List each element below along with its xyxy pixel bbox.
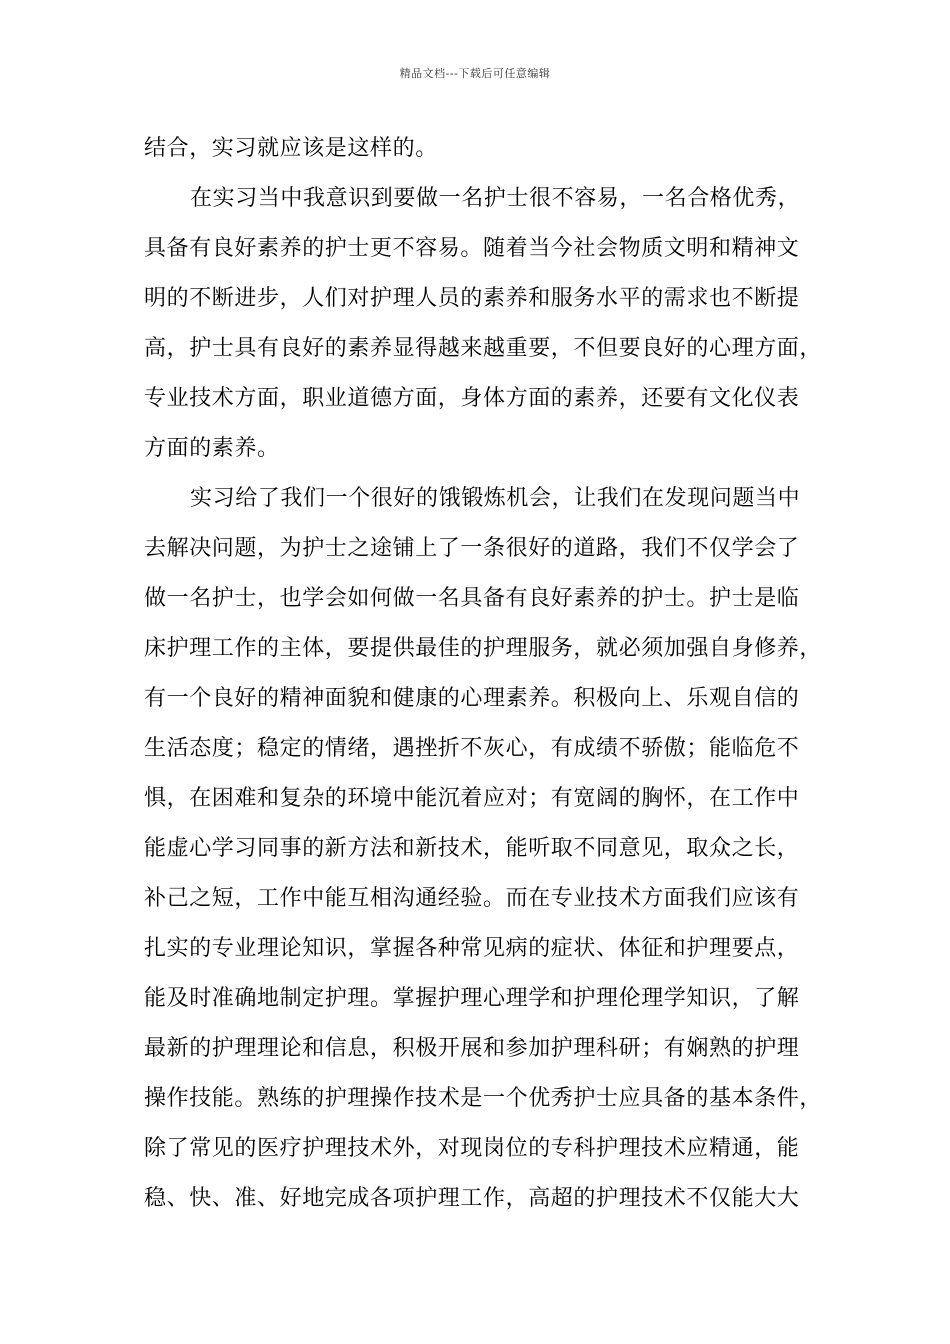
paragraph-start-line: 实习给了我们一个很好的饿锻炼机会，让我们在发现问题当中 xyxy=(190,486,801,511)
text-line: 能虚心学习同事的新方法和新技术，能听取不同意见，取众之长， xyxy=(144,836,800,861)
text-line: 去解决问题，为护士之途铺上了一条很好的道路，我们不仅学会了 xyxy=(144,536,800,561)
text-line: 高，护士具有良好的素养显得越来越重要，不但要良好的心理方面， xyxy=(144,336,823,361)
page-header: 精品文档---下载后可任意编辑 xyxy=(399,67,551,80)
text-line: 床护理工作的主体，要提供最佳的护理服务，就必须加强自身修养， xyxy=(144,636,823,661)
text-line: 明的不断进步，人们对护理人员的素养和服务水平的需求也不断提 xyxy=(144,286,800,311)
text-line: 稳、快、准、好地完成各项护理工作，高超的护理技术不仅能大大 xyxy=(144,1186,800,1211)
text-line: 补己之短，工作中能互相沟通经验。而在专业技术方面我们应该有 xyxy=(144,886,800,911)
text-line: 具备有良好素养的护士更不容易。随着当今社会物质文明和精神文 xyxy=(144,236,800,261)
text-line: 专业技术方面，职业道德方面，身体方面的素养，还要有文化仪表 xyxy=(144,386,800,411)
document-body xyxy=(144,124,823,1224)
text-line: 做一名护士，也学会如何做一名具备有良好素养的护士。护士是临 xyxy=(144,586,800,611)
paragraph-start-line: 在实习当中我意识到要做一名护士很不容易，一名合格优秀， xyxy=(190,186,801,211)
text-line: 能及时准确地制定护理。掌握护理心理学和护理伦理学知识，了解 xyxy=(144,986,800,1011)
text-line: 除了常见的医疗护理技术外，对现岗位的专科护理技术应精通，能 xyxy=(144,1136,800,1161)
text-line: 最新的护理理论和信息，积极开展和参加护理科研；有娴熟的护理 xyxy=(144,1036,800,1061)
text-line: 方面的素养。 xyxy=(144,436,280,461)
text-line: 有一个良好的精神面貌和健康的心理素养。积极向上、乐观自信的 xyxy=(144,686,800,711)
text-line: 操作技能。熟练的护理操作技术是一个优秀护士应具备的基本条件， xyxy=(144,1086,823,1111)
text-line: 惧，在困难和复杂的环境中能沉着应对；有宽阔的胸怀，在工作中 xyxy=(144,786,800,811)
text-line: 扎实的专业理论知识，掌握各种常见病的症状、体征和护理要点， xyxy=(144,936,800,961)
text-line: 生活态度；稳定的情绪，遇挫折不灰心，有成绩不骄傲；能临危不 xyxy=(144,736,800,761)
text-line: 结合，实习就应该是这样的。 xyxy=(144,136,438,161)
